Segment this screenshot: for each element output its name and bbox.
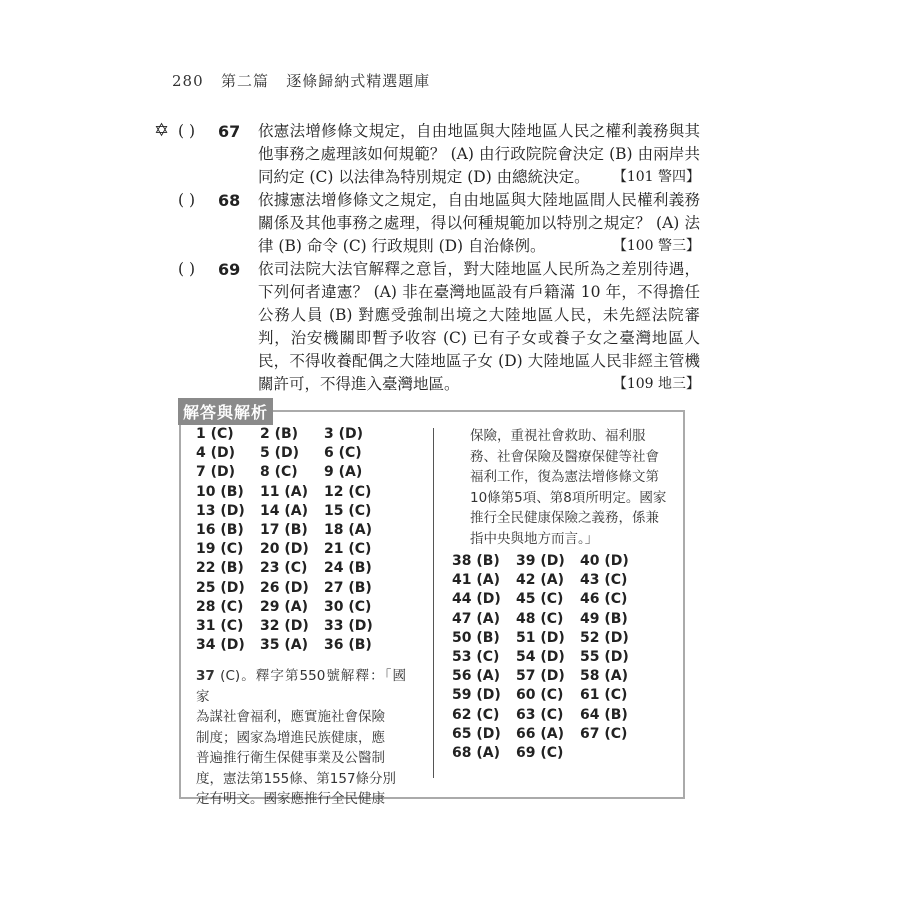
answer-item: 49 (B)	[580, 610, 628, 627]
answer-item: 42 (A)	[516, 572, 564, 589]
answer-item: 15 (C)	[324, 502, 372, 519]
explanation-37-continued	[470, 426, 670, 549]
explanation-line: 定有明文。國家應推行全民健康	[196, 791, 385, 807]
answer-item: 31 (C)	[196, 618, 244, 634]
page-number: 280	[172, 72, 204, 90]
answer-item: 25 (D)	[196, 579, 245, 596]
explanation-line: 福利工作，復為憲法增修條文第	[470, 469, 659, 485]
explanation-line: 10條第5項、第8項所明定。國家	[470, 489, 667, 506]
answer-item: 57 (D)	[516, 668, 565, 685]
answer-bracket: ( )	[178, 122, 196, 140]
explanation-line: 推行全民健康保險之義務，係兼	[470, 510, 659, 526]
answer-item: 21 (C)	[324, 541, 372, 558]
question-number: 68	[218, 191, 241, 210]
question-source: 【100 警三】	[612, 238, 700, 254]
answer-item: 23 (C)	[260, 560, 308, 577]
explanation-37	[196, 666, 406, 810]
answer-item: 18 (A)	[324, 522, 372, 538]
answer-item: 20 (D)	[260, 541, 309, 558]
answer-item: 29 (A)	[260, 598, 308, 615]
question-67	[154, 120, 700, 189]
explanation-line: 制度；國家為增進民族健康，應	[196, 729, 385, 746]
question-number: 69	[218, 260, 241, 279]
answer-item: 34 (D)	[196, 637, 245, 654]
answer-item: 66 (A)	[516, 725, 564, 742]
answer-item: 43 (C)	[580, 572, 628, 589]
answer-item: 24 (B)	[324, 560, 372, 577]
answer-item: 51 (D)	[516, 629, 565, 646]
answer-item: 54 (D)	[516, 649, 565, 665]
explanation-line: 為謀社會福利，應實施社會保險	[196, 709, 385, 725]
answer-item: 27 (B)	[324, 579, 372, 596]
answer-item: 53 (C)	[452, 649, 500, 665]
answer-item: 56 (A)	[452, 668, 500, 685]
answer-item: 48 (C)	[516, 610, 564, 627]
question-source: 【109 地三】	[612, 376, 700, 392]
question-68	[160, 189, 700, 258]
answer-item: 14 (A)	[260, 502, 308, 519]
answer-item: 16 (B)	[196, 522, 244, 538]
answer-section-title: 解答與解析	[178, 398, 273, 425]
question-text: 依據憲法增修條文之規定，自由地區與大陸地區間人民權利義務關係及其他事務之處理，得以何種規範加以特別之規定？ (A) 法律 (B) 命令 (C) 行政規則 (D) 自治條例。 【100 警三】	[258, 189, 700, 258]
answer-item: 63 (C)	[516, 706, 564, 723]
answer-item: 3 (D)	[324, 426, 364, 442]
part-label: 第二篇	[220, 72, 269, 90]
question-text: 依憲法增修條文規定，自由地區與大陸地區人民之權利義務與其他事務之處理該如何規範？ (A) 由行政院院會決定 (B) 由兩岸共同約定 (C) 以法律為特別規定 (D) 由總統決定。 【101 警四】	[258, 120, 700, 189]
answer-item: 5 (D)	[260, 445, 300, 462]
answer-item: 69 (C)	[516, 745, 564, 761]
answer-item: 41 (A)	[452, 572, 500, 589]
explanation-line: 務、社會保險及醫療保健等社會	[470, 448, 659, 465]
answer-bracket: ( )	[178, 191, 196, 209]
answer-item: 50 (B)	[452, 629, 500, 646]
answer-item: 47 (A)	[452, 610, 500, 627]
explanation-line: 。釋字第550號解釋：「國家	[196, 668, 406, 705]
question-69	[160, 258, 700, 396]
answer-item: 58 (A)	[580, 668, 628, 685]
answer-item: 64 (B)	[580, 706, 628, 723]
answer-item: 7 (D)	[196, 464, 236, 481]
explanation-number: 37	[196, 668, 215, 684]
answer-item: 13 (D)	[196, 502, 245, 519]
answer-item: 35 (A)	[260, 637, 308, 654]
answer-item: 65 (D)	[452, 725, 501, 742]
explanation-line: 普遍推行衛生保健事業及公醫制	[196, 750, 385, 766]
answer-item: 46 (C)	[580, 591, 628, 608]
answer-item: 22 (B)	[196, 560, 244, 577]
answer-item: 52 (D)	[580, 629, 629, 646]
chapter-title: 逐條歸納式精選題庫	[286, 72, 431, 90]
answer-item: 17 (B)	[260, 522, 308, 538]
question-text: 依司法院大法官解釋之意旨，對大陸地區人民所為之差別待遇，下列何者違憲？ (A) 非在臺灣地區設有戶籍滿 10 年，不得擔任公務人員 (B) 對應受強制出境之大陸地區人民，未先經法院審判，治安機關即暫予收容 (C) 已有子女或養子女之臺灣地區人民，不得收養配偶之大陸地區子女 (D) 大陸地區人民非經主管機關許可，不得進入臺灣地區。 【109 地三】	[258, 258, 700, 396]
explanation-answer: (C)	[220, 668, 241, 684]
page-header	[172, 70, 430, 91]
answer-item: 19 (C)	[196, 541, 244, 558]
answer-item: 39 (D)	[516, 553, 565, 569]
star-icon: ✡	[154, 120, 170, 141]
answer-item: 61 (C)	[580, 687, 628, 704]
answer-item: 9 (A)	[324, 464, 363, 481]
answer-item: 2 (B)	[260, 426, 299, 442]
explanation-line: 指中央與地方而言。」	[470, 530, 599, 547]
answer-bracket: ( )	[178, 260, 196, 278]
answer-item: 11 (A)	[260, 483, 308, 500]
explanation-line: 保險，重視社會救助、福利服	[470, 428, 646, 444]
answer-item: 60 (C)	[516, 687, 564, 704]
answer-item: 36 (B)	[324, 637, 372, 654]
answer-item: 28 (C)	[196, 598, 244, 615]
answer-item: 30 (C)	[324, 598, 372, 615]
answer-item: 33 (D)	[324, 618, 373, 634]
answer-item: 40 (D)	[580, 553, 629, 569]
answer-item: 45 (C)	[516, 591, 564, 608]
answer-item: 26 (D)	[260, 579, 309, 596]
answer-item: 8 (C)	[260, 464, 298, 481]
answer-item: 62 (C)	[452, 706, 500, 723]
answer-item: 12 (C)	[324, 483, 372, 500]
answer-item: 44 (D)	[452, 591, 501, 608]
answer-item: 4 (D)	[196, 445, 236, 462]
answer-item: 68 (A)	[452, 745, 500, 761]
question-number: 67	[218, 122, 241, 141]
answer-item: 55 (D)	[580, 649, 629, 665]
answer-item: 59 (D)	[452, 687, 501, 704]
answer-item: 1 (C)	[196, 426, 234, 442]
question-source: 【101 警四】	[612, 169, 700, 185]
answer-item: 38 (B)	[452, 553, 500, 569]
answer-item: 6 (C)	[324, 445, 362, 462]
column-divider	[433, 428, 434, 778]
answer-item: 67 (C)	[580, 725, 628, 742]
explanation-line: 度，憲法第155條、第157條分別	[196, 770, 397, 787]
answer-item: 10 (B)	[196, 483, 244, 500]
answer-item: 32 (D)	[260, 618, 309, 634]
